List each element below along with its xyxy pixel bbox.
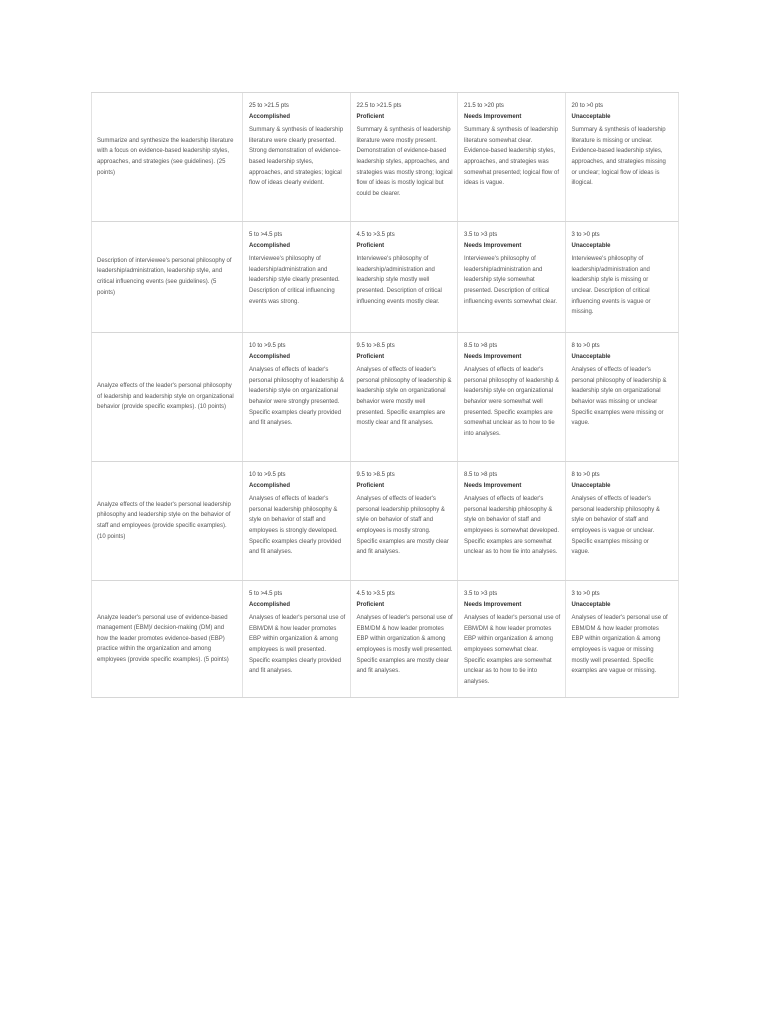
rating-label: Proficient bbox=[356, 113, 385, 120]
rubric-row bbox=[91, 222, 679, 333]
rating-label: Proficient bbox=[356, 482, 385, 489]
rating-description: Analyses of effects of leader's personal leadership philosophy & style on behavior of staff and employees is somewhat developed. Specific examples are somewhat unclear as to how tie into analyses. bbox=[464, 496, 560, 556]
rating-description: Summary & synthesis of leadership literature were clearly presented. Strong demonstration of evidence-based leadership styles, approaches, and strategies; logical flow of ideas clearly evident. bbox=[249, 127, 344, 187]
rating-label: Needs Improvement bbox=[464, 242, 522, 249]
rating-points: 3 to >0 pts bbox=[571, 232, 600, 238]
rating-cell bbox=[457, 222, 565, 332]
rating-cell bbox=[350, 581, 458, 697]
rating-points: 3.5 to >3 pts bbox=[464, 232, 498, 238]
rating-label: Unacceptable bbox=[571, 482, 611, 489]
rating-cell bbox=[565, 581, 673, 697]
rating-points: 4.5 to >3.5 pts bbox=[356, 591, 395, 597]
rating-label: Needs Improvement bbox=[464, 353, 522, 360]
rubric-row bbox=[91, 333, 679, 462]
rating-description: Interviewee's philosophy of leadership/administration and leadership style is missing or unclear. Description of critical influencing events is vague or missing. bbox=[571, 256, 651, 316]
criterion-description bbox=[92, 222, 242, 332]
rating-points: 10 to >9.5 pts bbox=[249, 472, 286, 478]
rating-label: Needs Improvement bbox=[464, 482, 522, 489]
rubric-row bbox=[91, 581, 679, 698]
rating-cell bbox=[350, 222, 458, 332]
rating-label: Unacceptable bbox=[571, 242, 611, 249]
rating-description: Analyses of leader's personal use of EBM/DM & how leader promotes EBP within organization & among employees is vague or missing mostly well presented. Specific examples are vague or missing. bbox=[571, 615, 668, 675]
rating-cell bbox=[565, 93, 673, 221]
rating-label: Needs Improvement bbox=[464, 601, 522, 608]
rating-description: Analyses of leader's personal use of EBM/DM & how leader promotes EBP within organization & among employees is mostly well presented. Specific examples are mostly clear and fit analyses. bbox=[356, 615, 453, 675]
rating-label: Accomplished bbox=[249, 601, 291, 608]
rating-cell bbox=[242, 333, 350, 461]
criterion-description bbox=[92, 93, 242, 221]
rating-description: Interviewee's philosophy of leadership/administration and leadership style clearly presented. Description of critical influencing events was strong. bbox=[249, 256, 340, 305]
rating-description: Interviewee's philosophy of leadership/administration and leadership style somewhat presented. Description of critical influencing events somewhat clear. bbox=[464, 256, 558, 305]
rating-cell bbox=[242, 462, 350, 580]
criterion-text: Summarize and synthesize the leadership literature with a focus on evidence-based leadership styles, approaches, and strategies (see guidelines). (25 points) bbox=[97, 137, 234, 176]
rating-label: Accomplished bbox=[249, 353, 291, 360]
rating-description: Analyses of effects of leader's personal philosophy of leadership & leadership style on organizational behavior was missing or unclear Specific examples were missing or vague. bbox=[571, 367, 667, 427]
rubric-table bbox=[91, 92, 679, 698]
criterion-description bbox=[92, 333, 242, 461]
rating-points: 8 to >0 pts bbox=[571, 472, 600, 478]
rating-label: Unacceptable bbox=[571, 113, 611, 120]
rating-points: 3.5 to >3 pts bbox=[464, 591, 498, 597]
rating-description: Summary & synthesis of leadership literature somewhat clear. Evidence-based leadership styles, approaches, and strategies was somewhat presented; logical flow of ideas is vague. bbox=[464, 127, 560, 187]
rating-cell bbox=[457, 93, 565, 221]
rating-label: Accomplished bbox=[249, 113, 291, 120]
rating-points: 9.5 to >8.5 pts bbox=[356, 472, 395, 478]
rating-cell bbox=[565, 462, 673, 580]
rating-label: Proficient bbox=[356, 242, 385, 249]
rating-description: Analyses of leader's personal use of EBM/DM & how leader promotes EBP within organization & among employees is well presented. Specific examples clearly provided and fit analyses. bbox=[249, 615, 346, 675]
rating-points: 4.5 to >3.5 pts bbox=[356, 232, 395, 238]
criterion-description bbox=[92, 581, 242, 697]
criterion-text: Description of interviewee's personal philosophy of leadership/administration, leadership style, and critical influencing events (see guidelines). (5 points) bbox=[97, 257, 232, 296]
criterion-description bbox=[92, 462, 242, 580]
rating-cell bbox=[242, 222, 350, 332]
rating-cell bbox=[350, 333, 458, 461]
rating-cell bbox=[350, 93, 458, 221]
rating-points: 5 to >4.5 pts bbox=[249, 591, 283, 597]
rating-cell bbox=[565, 222, 673, 332]
rating-cell bbox=[457, 581, 565, 697]
rating-points: 9.5 to >8.5 pts bbox=[356, 343, 395, 349]
rating-description: Analyses of effects of leader's personal philosophy of leadership & leadership style on organizational behavior were somewhat well presented. Specific examples are somewhat unclear as to how to tie into analyses. bbox=[464, 367, 560, 437]
rating-points: 10 to >9.5 pts bbox=[249, 343, 286, 349]
rating-description: Analyses of effects of leader's personal leadership philosophy & style on behavior of staff and employees is vague or unclear. Specific examples missing or vague. bbox=[571, 496, 660, 556]
rating-label: Accomplished bbox=[249, 482, 291, 489]
rating-cell bbox=[242, 581, 350, 697]
rating-description: Summary & synthesis of leadership literature were mostly present. Demonstration of evidence-based leadership styles, approaches, and strategies was mostly strong; logical flow of ideas is mostly logical but could be clearer. bbox=[356, 127, 453, 197]
rating-points: 8.5 to >8 pts bbox=[464, 472, 498, 478]
rating-label: Accomplished bbox=[249, 242, 291, 249]
rating-description: Analyses of effects of leader's personal leadership philosophy & style on behavior of staff and employees is strongly developed. Specific examples clearly provided and fit analyses. bbox=[249, 496, 342, 556]
rating-points: 22.5 to >21.5 pts bbox=[356, 103, 402, 109]
rubric-row bbox=[91, 462, 679, 581]
rating-points: 21.5 to >20 pts bbox=[464, 103, 504, 109]
rating-label: Proficient bbox=[356, 353, 385, 360]
rating-cell bbox=[242, 93, 350, 221]
rating-points: 5 to >4.5 pts bbox=[249, 232, 283, 238]
rating-cell bbox=[350, 462, 458, 580]
rating-points: 3 to >0 pts bbox=[571, 591, 600, 597]
rating-description: Analyses of effects of leader's personal philosophy of leadership & leadership style on organizational behavior were strongly presented. Specific examples clearly provided and fit analyses. bbox=[249, 367, 345, 427]
rating-description: Interviewee's philosophy of leadership/administration and leadership style mostly well presented. Description of critical influencing events mostly clear. bbox=[356, 256, 442, 305]
rating-label: Needs Improvement bbox=[464, 113, 522, 120]
rating-cell bbox=[565, 333, 673, 461]
rating-points: 8.5 to >8 pts bbox=[464, 343, 498, 349]
rating-description: Analyses of effects of leader's personal leadership philosophy & style on behavior of staff and employees is mostly strong. Specific examples are mostly clear and fit analyses. bbox=[356, 496, 449, 556]
rating-description: Analyses of leader's personal use of EBM/DM & how leader promotes EBP within organization & among employees somewhat clear. Specific examples are somewhat unclear as to how to tie into analyses. bbox=[464, 615, 561, 685]
rating-description: Summary & synthesis of leadership literature is missing or unclear. Evidence-based leadership styles, approaches, and strategies missing or unclear; logical flow of ideas is illogical. bbox=[571, 127, 666, 187]
rating-cell bbox=[457, 333, 565, 461]
rating-points: 25 to >21.5 pts bbox=[249, 103, 289, 109]
rubric-row bbox=[91, 93, 679, 222]
rating-cell bbox=[457, 462, 565, 580]
criterion-text: Analyze effects of the leader's personal philosophy of leadership and leadership style on organizational behavior (provide specific examples). (10 points) bbox=[97, 383, 234, 411]
rating-points: 8 to >0 pts bbox=[571, 343, 600, 349]
rating-label: Unacceptable bbox=[571, 353, 611, 360]
criterion-text: Analyze leader's personal use of evidence-based management (EBM)/ decision-making (DM) and how the leader promotes evidence-based (EBP) practice within the organization and among employees (provide specific examples). (5 points) bbox=[97, 614, 229, 663]
criterion-text: Analyze effects of the leader's personal leadership philosophy and leadership style on the behavior of staff and employees (provide specific examples). (10 points) bbox=[97, 501, 231, 540]
rating-points: 20 to >0 pts bbox=[571, 103, 604, 109]
rating-label: Proficient bbox=[356, 601, 385, 608]
rating-description: Analyses of effects of leader's personal philosophy of leadership & leadership style on organizational behavior were mostly well presented. Specific examples are mostly clear and fit analyses. bbox=[356, 367, 452, 427]
rating-label: Unacceptable bbox=[571, 601, 611, 608]
